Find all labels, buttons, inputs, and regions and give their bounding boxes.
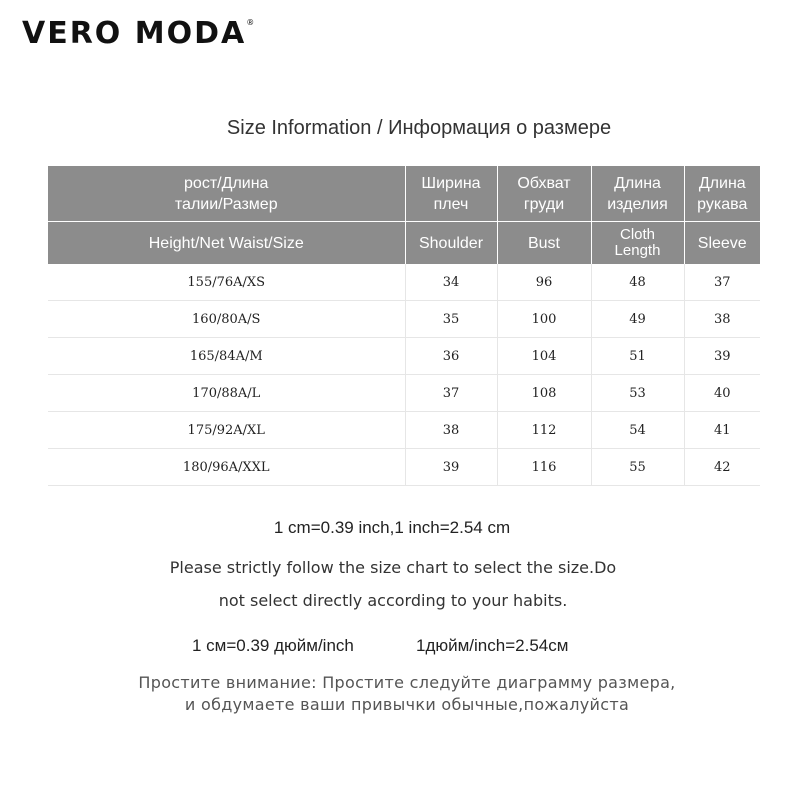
header-en-shoulder-text: Shoulder — [418, 234, 484, 252]
header-row-ru — [48, 166, 760, 222]
cell-sleeve: 39 — [684, 338, 760, 375]
header-ru-shoulder-l1: Ширина — [421, 174, 481, 192]
cell-length: 53 — [591, 375, 684, 412]
header-en-length-l2: Length — [614, 242, 661, 259]
header-row-en — [48, 222, 760, 265]
cell-sleeve: 38 — [684, 301, 760, 338]
cell-bust: 116 — [497, 449, 591, 486]
cell-shoulder: 34 — [405, 264, 497, 301]
cell-size: 160/80A/S — [48, 301, 405, 338]
cell-size: 155/76A/XS — [48, 264, 405, 301]
header-ru-shoulder-l2: плеч — [433, 195, 469, 213]
cell-sleeve: 42 — [684, 449, 760, 486]
size-table — [48, 166, 760, 486]
cell-shoulder: 35 — [405, 301, 497, 338]
cell-shoulder: 37 — [405, 375, 497, 412]
conversion-note-ru-2: 1дюйм/inch=2.54см — [416, 636, 569, 655]
cell-shoulder: 36 — [405, 338, 497, 375]
header-ru-bust-l2: груди — [523, 195, 565, 213]
cell-sleeve: 40 — [684, 375, 760, 412]
cell-size: 175/92A/XL — [48, 412, 405, 449]
header-ru-length-l2: изделия — [607, 195, 668, 213]
brand-name: VERO MODA — [22, 16, 247, 51]
header-en-bust — [497, 222, 591, 265]
table-row — [48, 264, 760, 301]
header-ru-size — [48, 166, 405, 222]
conversion-note-en: 1 cm=0.39 inch,1 inch=2.54 cm — [273, 518, 511, 537]
cell-shoulder: 38 — [405, 412, 497, 449]
header-en-sleeve — [684, 222, 760, 265]
notice-ru-line-1: Простите внимание: Простите следуйте диаграмму размера, — [138, 673, 676, 692]
header-ru-size-l1: рост/Длина — [184, 174, 269, 192]
header-ru-bust — [497, 166, 591, 222]
page-title: Size Information / Информация о размере — [226, 117, 612, 139]
registered-mark: ® — [246, 18, 255, 27]
header-ru-shoulder — [405, 166, 497, 222]
table-row — [48, 301, 760, 338]
cell-length: 54 — [591, 412, 684, 449]
cell-size: 170/88A/L — [48, 375, 405, 412]
header-en-length — [591, 222, 684, 265]
notice-ru-line-2: и обдумаете ваши привычки обычные,пожалуйста — [184, 695, 630, 714]
header-en-length-l1: Cloth — [619, 226, 656, 243]
cell-shoulder: 39 — [405, 449, 497, 486]
cell-size: 165/84A/M — [48, 338, 405, 375]
header-ru-length-l1: Длина — [614, 174, 661, 192]
header-en-shoulder — [405, 222, 497, 265]
conversion-note-ru-1: 1 см=0.39 дюйм/inch — [192, 636, 354, 655]
cell-sleeve: 41 — [684, 412, 760, 449]
header-en-bust-text: Bust — [527, 234, 560, 252]
cell-length: 51 — [591, 338, 684, 375]
table-row — [48, 375, 760, 412]
header-en-size-text: Height/Net Waist/Size — [148, 234, 304, 252]
header-ru-bust-l1: Обхват — [517, 174, 571, 192]
cell-bust: 104 — [497, 338, 591, 375]
cell-size: 180/96A/XXL — [48, 449, 405, 486]
cell-bust: 100 — [497, 301, 591, 338]
table-row — [48, 338, 760, 375]
cell-length: 49 — [591, 301, 684, 338]
header-ru-length — [591, 166, 684, 222]
header-en-sleeve-text: Sleeve — [697, 234, 747, 252]
cell-length: 48 — [591, 264, 684, 301]
table-row — [48, 449, 760, 486]
cell-bust: 108 — [497, 375, 591, 412]
header-ru-size-l2: талии/Размер — [174, 195, 278, 213]
cell-length: 55 — [591, 449, 684, 486]
cell-bust: 112 — [497, 412, 591, 449]
notice-en-line-2: not select directly according to your habits. — [218, 591, 568, 610]
brand-logo — [22, 16, 254, 51]
header-ru-sleeve-l1: Длина — [698, 174, 746, 192]
table-row — [48, 412, 760, 449]
cell-bust: 96 — [497, 264, 591, 301]
header-ru-sleeve-l2: рукава — [697, 195, 748, 213]
header-en-size — [48, 222, 405, 265]
cell-sleeve: 37 — [684, 264, 760, 301]
header-ru-sleeve — [684, 166, 760, 222]
notice-en-line-1: Please strictly follow the size chart to select the size.Do — [169, 558, 617, 577]
